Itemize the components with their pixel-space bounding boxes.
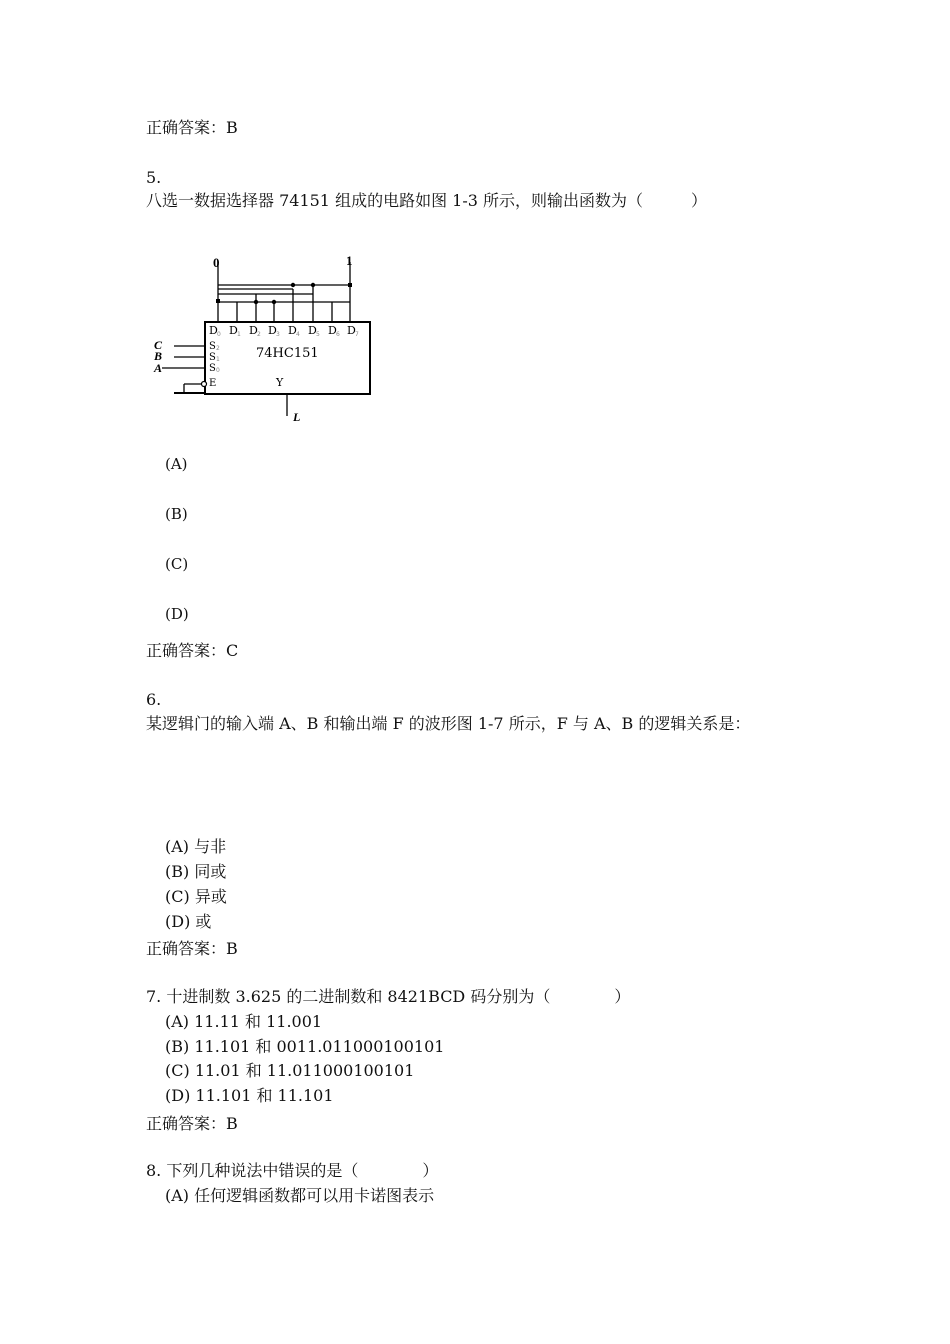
- option-c[interactable]: (C): [165, 555, 189, 573]
- pin-d2: D: [249, 324, 258, 337]
- pin-d0: D: [209, 324, 218, 337]
- pin-enable: E: [209, 378, 217, 389]
- pin-d3-sub: 3: [276, 331, 280, 338]
- answer-line: 正确答案：B: [146, 939, 238, 958]
- pin-d0-sub: 0: [217, 331, 221, 338]
- multiplexer-circuit-figure: [150, 250, 390, 430]
- option-a[interactable]: (A) 与非: [165, 837, 227, 856]
- input-zero-label: 0: [213, 255, 220, 270]
- pin-d6-sub: 6: [336, 331, 340, 338]
- select-input-b: B: [154, 349, 163, 363]
- input-one-label: 1: [346, 253, 353, 268]
- select-input-a: A: [154, 361, 163, 375]
- output-label: L: [293, 410, 301, 424]
- option-d[interactable]: (D) 11.101 和 11.101: [165, 1086, 334, 1105]
- option-b[interactable]: (B) 11.101 和 0011.011000100101: [165, 1037, 445, 1056]
- answer-line: 正确答案：B: [146, 118, 238, 137]
- pin-d6: D: [328, 324, 337, 337]
- pin-output-y: Y: [276, 376, 284, 389]
- question-text: 八选一数据选择器 74151 组成的电路如图 1-3 所示，则输出函数为（ ）: [146, 191, 708, 210]
- question-text: 7. 十进制数 3.625 的二进制数和 8421BCD 码分别为（ ）: [146, 987, 631, 1006]
- pin-s1-sub: 1: [216, 356, 220, 363]
- answer-line: 正确答案：C: [146, 641, 239, 660]
- pin-s2: S: [209, 341, 216, 352]
- question-number: 6.: [146, 690, 162, 709]
- option-b[interactable]: (B) 同或: [165, 862, 227, 881]
- pin-d3: D: [268, 324, 277, 337]
- option-a[interactable]: (A): [165, 455, 188, 473]
- pin-s0-sub: 0: [216, 367, 220, 374]
- option-c[interactable]: (C) 11.01 和 11.011000100101: [165, 1061, 415, 1080]
- pin-d4: D: [288, 324, 297, 337]
- pin-d5-sub: 5: [316, 331, 320, 338]
- option-a[interactable]: (A) 任何逻辑函数都可以用卡诺图表示: [165, 1186, 435, 1205]
- option-a[interactable]: (A) 11.11 和 11.001: [165, 1012, 323, 1031]
- chip-label: 74HC151: [256, 346, 319, 361]
- question-text: 某逻辑门的输入端 A、B 和输出端 F 的波形图 1-7 所示，F 与 A、B 的逻辑关系是：: [146, 714, 751, 733]
- pin-s2-sub: 2: [216, 345, 220, 352]
- answer-line: 正确答案：B: [146, 1114, 238, 1133]
- pin-d4-sub: 4: [296, 331, 300, 338]
- question-text: 8. 下列几种说法中错误的是（ ）: [146, 1161, 439, 1180]
- question-number: 5.: [146, 168, 162, 187]
- pin-s1: S: [209, 352, 216, 363]
- pin-d7-sub: 7: [355, 331, 359, 338]
- pin-d5: D: [308, 324, 317, 337]
- select-input-c: C: [154, 338, 163, 352]
- option-d[interactable]: (D): [165, 605, 189, 623]
- pin-d7: D: [347, 324, 356, 337]
- pin-d2-sub: 2: [257, 331, 261, 338]
- option-c[interactable]: (C) 异或: [165, 887, 227, 906]
- option-b[interactable]: (B): [165, 505, 188, 523]
- option-d[interactable]: (D) 或: [165, 912, 212, 931]
- pin-d1: D: [229, 324, 238, 337]
- pin-s0: S: [209, 363, 216, 374]
- pin-d1-sub: 1: [237, 331, 241, 338]
